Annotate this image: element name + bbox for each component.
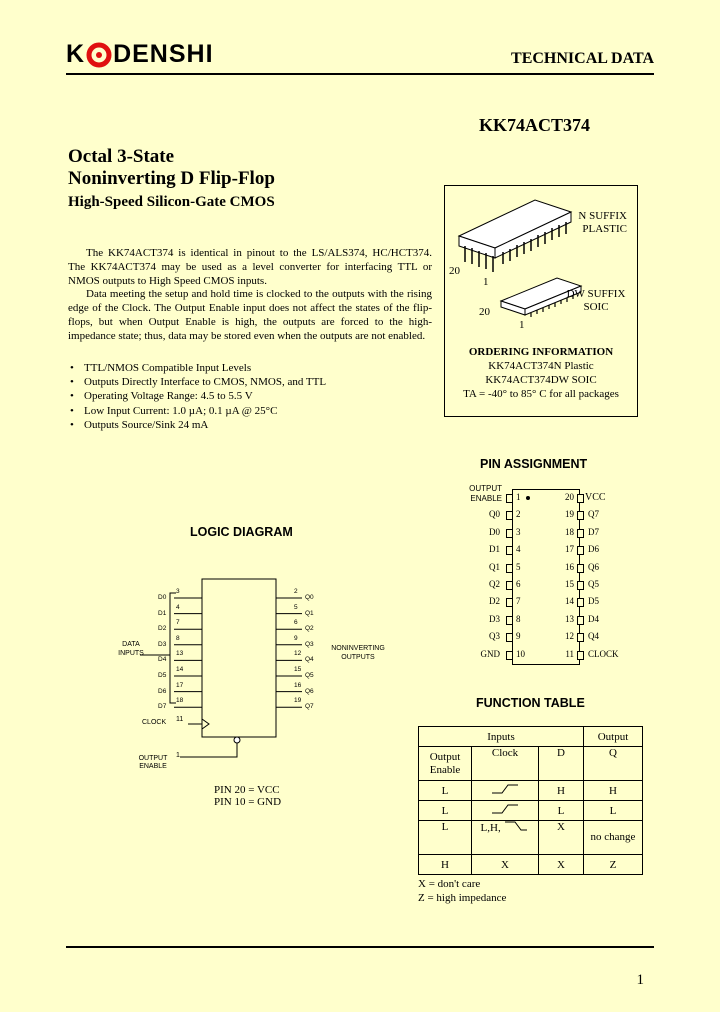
ft-inputs-header: Inputs <box>419 727 584 747</box>
feature-item: • Outputs Source/Sink 24 mA <box>70 418 326 432</box>
pin-stub <box>506 529 513 538</box>
pin-number: 1 <box>516 492 521 502</box>
output-pin: 16 <box>294 681 302 689</box>
logo-text: DENSHI <box>113 40 214 68</box>
ft-col-q: Q <box>584 747 643 781</box>
output-name: Q0 <box>305 594 314 601</box>
pin-stub <box>577 616 584 625</box>
pin-stub <box>506 581 513 590</box>
page-number: 1 <box>636 972 644 988</box>
ft-col-d: D <box>539 747 584 781</box>
pin-vcc-label: VCC <box>585 492 606 503</box>
ft-cell: X <box>539 821 584 855</box>
input-pin: 18 <box>176 697 184 705</box>
output-name: Q4 <box>305 656 314 664</box>
dip-package-drawing <box>459 200 571 272</box>
pin-name: Q6 <box>588 561 599 572</box>
pin-number: 10 <box>516 648 525 659</box>
pin-stub <box>506 546 513 555</box>
input-name: D0 <box>158 594 167 601</box>
pin-stub <box>577 598 584 607</box>
pin-assignment-title: PIN ASSIGNMENT <box>480 457 588 471</box>
pin1-dot <box>526 496 530 500</box>
title-line-1: Octal 3-State <box>68 146 175 167</box>
pin-number: 15 <box>565 579 574 589</box>
ordering-title: ORDERING INFORMATION <box>468 346 614 358</box>
page-title <box>68 146 275 190</box>
ordering-info <box>445 345 637 401</box>
feature-item: • TTL/NMOS Compatible Input Levels <box>70 361 326 375</box>
pin-stub <box>506 633 513 642</box>
description-para-2: Data meeting the setup and hold time is clocked to the outputs with the rising edge of the Clock. The Output Enable input does not affect the states of the flip-flops, but when Output Enable is high, the outputs are forced to the high-impedance state; thus, data may be stored even when the outputs are not enabled. <box>68 288 432 342</box>
output-name: Q6 <box>305 687 314 695</box>
logo-letter-k: K <box>66 40 86 68</box>
table-row <box>419 801 643 821</box>
pin-stub <box>506 511 513 520</box>
pin-name: D0 <box>489 526 500 537</box>
pin-number: 4 <box>516 544 521 555</box>
pin-stub <box>506 494 513 503</box>
logic-diagram <box>110 575 410 775</box>
function-table-title: FUNCTION TABLE <box>476 696 585 710</box>
pin-name: Q7 <box>588 509 599 520</box>
input-name: D2 <box>158 625 167 633</box>
oe-label: OUTPUT ENABLE <box>138 755 168 770</box>
table-row <box>419 781 643 801</box>
output-name: Q7 <box>305 703 314 711</box>
table-row <box>419 855 643 875</box>
function-table-notes: X = don't care Z = high impedance <box>418 878 507 904</box>
function-table <box>418 726 643 875</box>
output-name: Q1 <box>305 609 314 617</box>
pin-number: 11 <box>565 648 574 659</box>
clock-label: CLOCK <box>142 719 167 726</box>
pin-name: D2 <box>489 596 500 607</box>
ft-cell: L <box>419 781 472 801</box>
kodenshi-logo <box>66 40 214 69</box>
ft-cell: L <box>419 801 472 821</box>
pin-name: D5 <box>588 596 599 607</box>
soic-pin20-label: 20 <box>479 306 490 318</box>
pin-stub <box>577 581 584 590</box>
oe-pin: 1 <box>176 752 180 759</box>
pin-stub <box>577 511 584 520</box>
noninverting-outputs-label: NONINVERTING OUTPUTS <box>331 645 385 661</box>
pin-stub <box>577 546 584 555</box>
feature-item: • Outputs Directly Interface to CMOS, NMOS, and TTL <box>70 375 326 389</box>
pin-name: GND <box>480 648 500 659</box>
n-suffix-label: N SUFFIX PLASTIC <box>578 210 627 235</box>
pin-number: 9 <box>516 631 521 642</box>
pin-name: CLOCK <box>588 648 619 659</box>
output-pin: 19 <box>294 697 302 705</box>
pin-name: Q3 <box>489 631 500 642</box>
pin-stub <box>577 564 584 573</box>
pin-oe-label: OUTPUT ENABLE <box>469 484 502 503</box>
clock-pin: 11 <box>176 716 184 723</box>
pin-number: 6 <box>516 579 521 589</box>
pin-stub <box>577 651 584 660</box>
ft-cell: L <box>584 801 643 821</box>
pin-number: 17 <box>565 544 574 555</box>
pin-name: Q2 <box>489 579 500 589</box>
pin-stub <box>577 529 584 538</box>
input-pin: 4 <box>176 603 180 611</box>
output-name: Q3 <box>305 640 314 648</box>
dip-pin20-label: 20 <box>449 265 460 277</box>
ft-cell: X <box>539 855 584 875</box>
ordering-line: KK74ACT374DW SOIC <box>485 374 597 386</box>
pin-number: 8 <box>516 613 521 624</box>
feature-item: • Low Input Current: 1.0 µA; 0.1 µA @ 25°C <box>70 404 326 418</box>
header-rule <box>66 73 654 75</box>
dw-suffix-label: DW SUFFIX SOIC <box>566 288 626 313</box>
output-pin: 5 <box>294 603 298 611</box>
ordering-line: KK74ACT374N Plastic <box>488 360 594 372</box>
description <box>68 247 432 344</box>
ft-col-clock: Clock <box>472 747 539 781</box>
pin-name: Q1 <box>489 561 500 572</box>
ordering-line: TA = -40° to 85° C for all packages <box>463 388 619 400</box>
input-name: D7 <box>158 703 167 711</box>
pin-number: 7 <box>516 596 521 607</box>
input-pin: 3 <box>176 588 180 595</box>
subtitle: High-Speed Silicon-Gate CMOS <box>68 194 275 210</box>
pin-stub <box>506 651 513 660</box>
pin-stub <box>577 633 584 642</box>
pin-name: D4 <box>588 613 599 624</box>
output-pin: 15 <box>294 666 302 673</box>
package-box <box>444 185 638 417</box>
pin-name: Q5 <box>588 579 599 589</box>
input-pin: 7 <box>176 619 180 627</box>
output-pin: 9 <box>294 634 298 642</box>
pin-name: Q0 <box>489 509 500 520</box>
pin-stub <box>577 494 584 503</box>
pin-number: 12 <box>565 631 574 642</box>
input-pin: 13 <box>176 650 184 658</box>
logic-diagram-title: LOGIC DIAGRAM <box>190 525 293 539</box>
ft-cell: X <box>472 855 539 875</box>
footer-rule <box>66 946 654 948</box>
output-pin: 12 <box>294 650 302 658</box>
input-name: D3 <box>158 640 167 648</box>
pin-number: 18 <box>565 526 574 537</box>
pin-number: 19 <box>565 509 574 520</box>
dip-pin1-label: 1 <box>483 276 489 288</box>
input-pin: 17 <box>176 681 184 689</box>
pin-number: 16 <box>565 561 574 572</box>
pin-number: 14 <box>565 596 574 607</box>
output-pin: 2 <box>294 588 298 595</box>
logo-ring-icon <box>86 42 112 68</box>
pin-stub <box>506 564 513 573</box>
input-pin: 8 <box>176 634 180 642</box>
output-name: Q2 <box>305 625 314 633</box>
ft-cell: H <box>419 855 472 875</box>
input-name: D1 <box>158 609 167 617</box>
ft-output-header: Output <box>584 727 643 747</box>
pin-name: D6 <box>588 544 599 555</box>
ft-cell: H <box>539 781 584 801</box>
pin-name: D3 <box>489 613 500 624</box>
pin-number: 2 <box>516 509 521 520</box>
technical-data-label: TECHNICAL DATA <box>511 50 654 67</box>
input-name: D6 <box>158 687 167 695</box>
pin-name: Q4 <box>588 631 599 642</box>
feature-list <box>70 361 326 432</box>
output-pin: 6 <box>294 619 298 627</box>
ft-col-oe: Output Enable <box>419 747 472 781</box>
data-inputs-label: DATA INPUTS <box>118 641 144 657</box>
power-pins-note: PIN 20 = VCC PIN 10 = GND <box>214 784 282 808</box>
pin-stub <box>506 616 513 625</box>
output-name: Q5 <box>305 672 314 679</box>
table-row <box>419 821 643 855</box>
rising-edge-icon <box>472 781 539 801</box>
ft-cell: L <box>419 821 472 855</box>
input-pin: 14 <box>176 666 184 673</box>
ft-cell: L <box>539 801 584 821</box>
pin-number: 3 <box>516 526 521 537</box>
input-name: D4 <box>158 656 167 664</box>
part-number: KK74ACT374 <box>478 115 590 135</box>
pin-stub <box>506 598 513 607</box>
pin-number: 13 <box>565 613 574 624</box>
ft-cell: Z <box>584 855 643 875</box>
pin-number: 5 <box>516 561 521 572</box>
input-name: D5 <box>158 672 167 679</box>
ft-cell: H <box>584 781 643 801</box>
pin-number: 20 <box>565 492 574 502</box>
title-line-2: Noninverting D Flip-Flop <box>68 168 275 189</box>
description-para-1: The KK74ACT374 is identical in pinout to the LS/ALS374, HC/HCT374. The KK74ACT374 may be used as a level converter for interfacing TTL or NMOS outputs to High Speed CMOS inputs. <box>68 247 432 287</box>
soic-pin1-label: 1 <box>519 319 525 331</box>
ft-cell: no change <box>584 821 643 855</box>
pin-name: D7 <box>588 526 599 537</box>
ft-cell: L,H, <box>472 821 539 855</box>
rising-edge-icon <box>472 801 539 821</box>
pin-name: D1 <box>489 544 500 555</box>
feature-item: • Operating Voltage Range: 4.5 to 5.5 V <box>70 389 326 403</box>
falling-edge-icon <box>503 821 529 831</box>
